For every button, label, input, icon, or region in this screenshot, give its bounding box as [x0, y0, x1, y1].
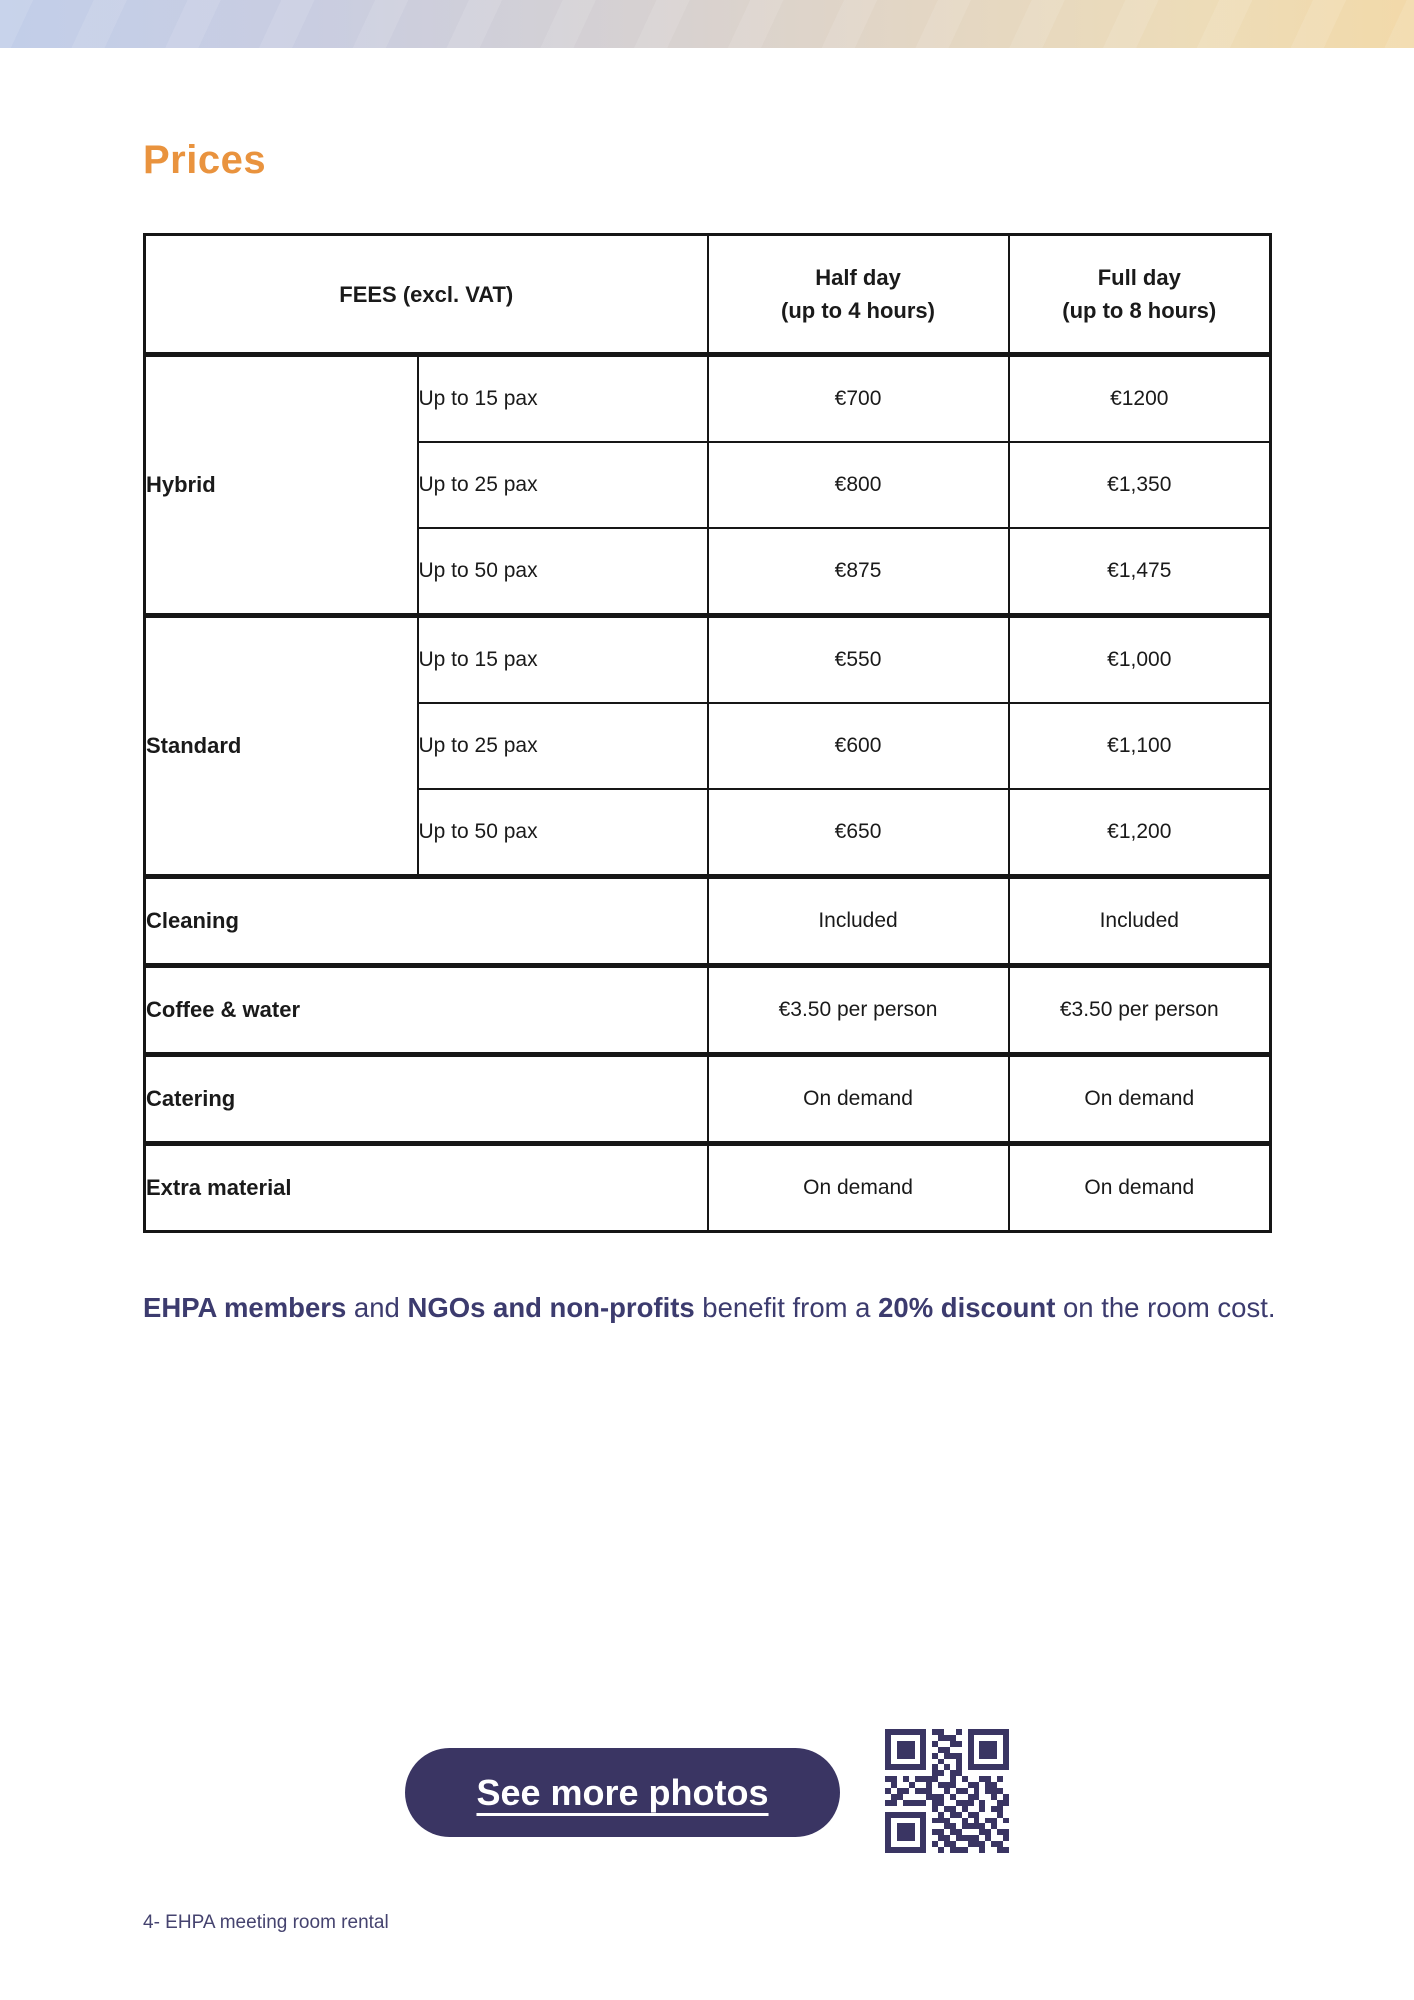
price-cell: €1,100	[1009, 703, 1271, 789]
tier-cell: Up to 15 pax	[418, 616, 708, 704]
discount-note-text: on the room cost.	[1055, 1292, 1276, 1323]
full-day-title: Full day	[1097, 265, 1181, 290]
discount-note-bold: NGOs and non-profits	[407, 1292, 695, 1323]
half-day-title: Half day	[815, 265, 901, 290]
half-day-subtitle: (up to 4 hours)	[781, 298, 935, 323]
discount-note-bold: EHPA members	[143, 1292, 347, 1323]
page-footer: 4- EHPA meeting room rental	[143, 1912, 389, 1933]
table-row	[145, 966, 1271, 1055]
price-cell: €1,000	[1009, 616, 1271, 704]
service-label-cleaning: Cleaning	[145, 877, 708, 966]
service-label-catering: Catering	[145, 1055, 708, 1144]
table-row	[145, 877, 1271, 966]
price-cell: €1,475	[1009, 528, 1271, 616]
price-cell: €550	[708, 616, 1009, 704]
price-cell: €1,350	[1009, 442, 1271, 528]
group-label-hybrid: Hybrid	[145, 355, 418, 616]
tier-cell: Up to 25 pax	[418, 703, 708, 789]
full-day-header-cell	[1009, 235, 1271, 355]
price-cell: €875	[708, 528, 1009, 616]
table-row	[145, 1055, 1271, 1144]
price-cell: €800	[708, 442, 1009, 528]
tier-cell: Up to 25 pax	[418, 442, 708, 528]
header-gradient-bar	[0, 0, 1414, 48]
discount-note-text: benefit from a	[694, 1292, 879, 1323]
price-cell: €3.50 per person	[1009, 966, 1271, 1055]
price-cell: €700	[708, 355, 1009, 443]
service-label-extra-material: Extra material	[145, 1144, 708, 1232]
price-cell: €600	[708, 703, 1009, 789]
discount-note-bold: 20% discount	[878, 1292, 1056, 1323]
discount-note-text: and	[346, 1292, 408, 1323]
price-cell: €3.50 per person	[708, 966, 1009, 1055]
half-day-header-cell	[708, 235, 1009, 355]
price-cell: Included	[708, 877, 1009, 966]
discount-note	[143, 1286, 1283, 1329]
price-cell: €650	[708, 789, 1009, 877]
table-row	[145, 355, 1271, 443]
page-title: Prices	[143, 138, 267, 182]
table-row	[145, 1144, 1271, 1232]
group-label-standard: Standard	[145, 616, 418, 877]
tier-cell: Up to 50 pax	[418, 528, 708, 616]
qr-code	[885, 1729, 1009, 1853]
service-label-coffee-water: Coffee & water	[145, 966, 708, 1055]
fees-header-cell: FEES (excl. VAT)	[145, 235, 708, 355]
prices-table	[143, 233, 1272, 1233]
price-cell: Included	[1009, 877, 1271, 966]
see-more-photos-button[interactable]	[405, 1748, 840, 1837]
price-cell: On demand	[708, 1144, 1009, 1232]
price-cell: €1200	[1009, 355, 1271, 443]
price-cell: On demand	[1009, 1055, 1271, 1144]
see-more-photos-label: See more photos	[476, 1771, 769, 1813]
tier-cell: Up to 15 pax	[418, 355, 708, 443]
tier-cell: Up to 50 pax	[418, 789, 708, 877]
table-row	[145, 616, 1271, 704]
price-cell: On demand	[708, 1055, 1009, 1144]
table-header-row	[145, 235, 1271, 355]
price-cell: €1,200	[1009, 789, 1271, 877]
full-day-subtitle: (up to 8 hours)	[1062, 298, 1217, 323]
price-cell: On demand	[1009, 1144, 1271, 1232]
